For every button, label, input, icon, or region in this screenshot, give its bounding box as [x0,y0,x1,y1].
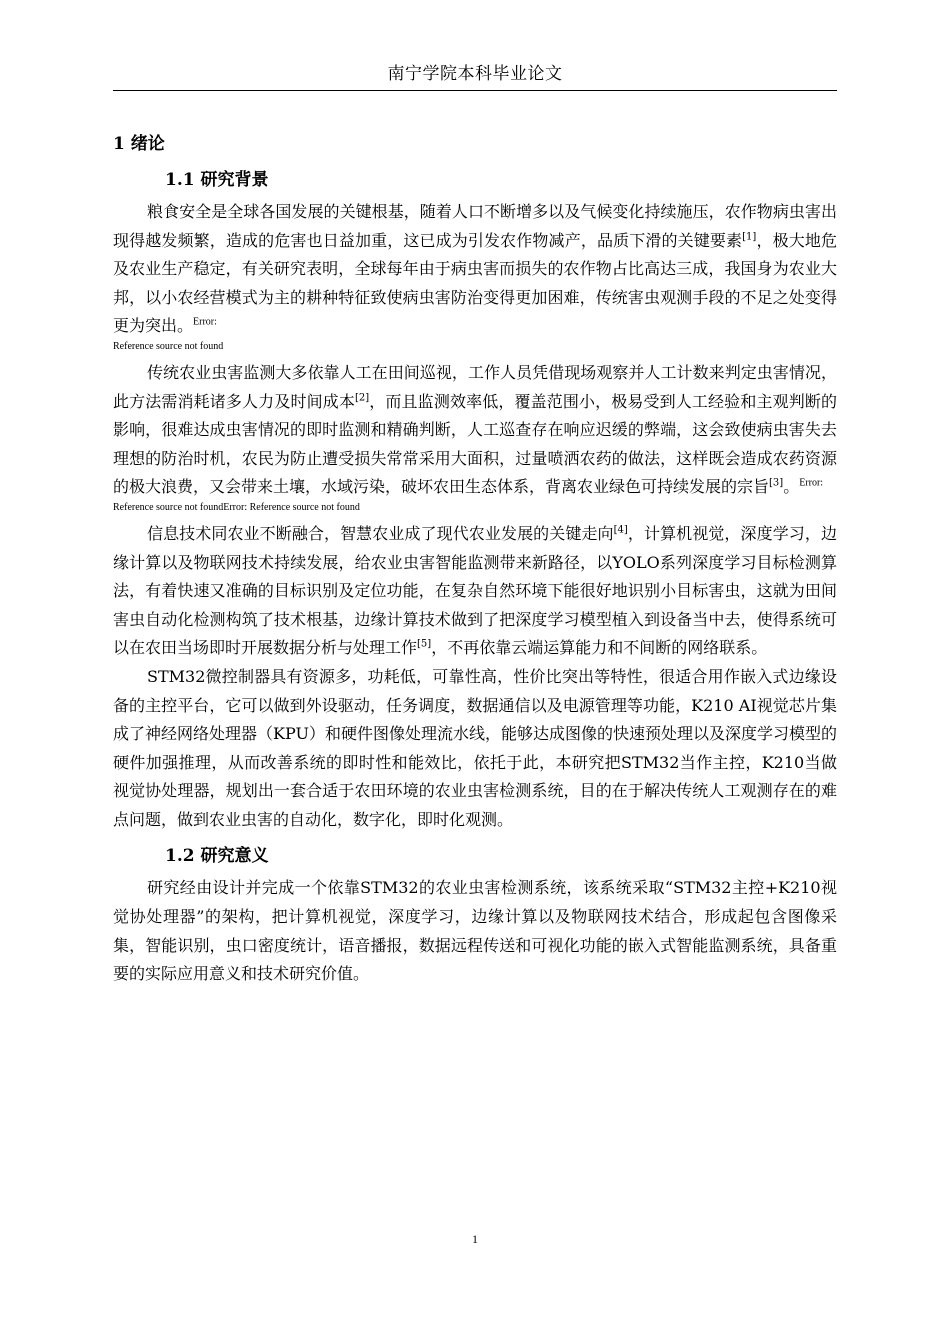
paragraph-text: 信息技术同农业不断融合，智慧农业成了现代农业发展的关键走向 [147,523,614,543]
paragraph-significance-1 [113,874,837,988]
running-header: 南宁学院本科毕业论文 [387,64,563,84]
paragraph-background-3 [113,520,837,663]
reference-error-text: Reference source not found [113,340,224,352]
citation-marker: [3] [769,478,784,490]
paragraph-text: 。 [783,477,800,497]
page-number: 1 [472,1232,478,1246]
paragraph-text: 传统农业虫害监测大多依靠人工在田间巡视，工作人员凭借现场观察并人工计数来判定虫害情况，此方法需消耗诸多人力及时间成本 [113,362,837,411]
paragraph-text: ，而且监测效率低，覆盖范围小，极易受到人工经验和主观判断的影响，很难达成虫害情况的即时监测和精确判断，人工巡查存在响应迟缓的弊端，这会致使病虫害失去理想的防治时机，农民为防止遭受损失常常采用大面积，过量喷洒农药的做法，这样既会造成农药资源的极大浪费，又会带来土壤，水域污染，破坏农田生态体系，背离农业绿色可持续发展的宗旨 [113,391,837,497]
citation-marker: [4] [613,524,628,536]
citation-marker: [2] [354,392,370,404]
citation-marker: [1] [742,231,757,243]
chapter-heading: 1 绪论 [113,134,165,154]
paragraph-background-1 [113,198,837,341]
paragraph-text: ，不再依靠云端运算能力和不间断的网络联系。 [431,638,768,658]
header-rule [113,90,837,91]
paragraph-text: 研究经由设计并完成一个依靠STM32的农业虫害检测系统，该系统采取“STM32主控+K210视觉协处理器”的架构，把计算机视觉，深度学习，边缘计算以及物联网技术结合，形成起包含图像采集，智能识别，虫口密度统计，语音播报，数据远程传送和可视化功能的嵌入式智能监测系统，具备重要的实际应用意义和技术研究价值。 [113,878,837,984]
paragraph-text: 粮食安全是全球各国发展的关键根基，随着人口不断增多以及气候变化持续施压，农作物病虫害出现得越发频繁，造成的危害也日益加重，这已成为引发农作物减产，品质下滑的关键要素 [113,202,837,250]
section-heading-research-background: 1.1 研究背景 [165,170,269,190]
section-heading-research-significance: 1.2 研究意义 [165,846,269,867]
paragraph-text: ，计算机视觉，深度学习，边缘计算以及物联网技术持续发展，给农业虫害智能监测带来新路径，以YOLO系列深度学习目标检测算法，有着快速又准确的目标识别及定位功能，在复杂自然环境下能很好地识别小目标害虫，这就为田间害虫自动化检测构筑了技术根基，边缘计算技术做到了把深度学习模型植入到设备当中去，使得系统可以在农田当场即时开展数据分析与处理工作 [113,523,837,658]
reference-error-marker: Error: [799,478,824,490]
paragraph-text: ，极大地危及农业生产稳定，有关研究表明，全球每年由于病虫害而损失的农作物占比高达三成，我国身为农业大邦，以小农经营模式为主的耕种特征致使病虫害防治变得更加困难，传统害虫观测手段的不足之处变得更为突出。 [113,230,837,336]
paragraph-background-4 [113,663,837,835]
reference-error-marker: Error: [193,317,217,329]
paragraph-text: STM32微控制器具有资源多，功耗低，可靠性高，性价比突出等特性，很适合用作嵌入式边缘设备的主控平台，它可以做到外设驱动，任务调度，数据通信以及电源管理等功能，K210 AI视觉芯片集成了神经网络处理器（KPU）和硬件图像处理流水线，能够达成图像的快速预处理以及深度学习模型的硬件加强推理，从而改善系统的即时性和能效比，依托于此，本研究把STM32当作主控，K210当做视觉协处理器，规划出一套合适于农田环境的农业虫害检测系统，目的在于解决传统人工观测存在的难点问题，做到农业虫害的自动化，数字化，即时化观测。 [113,666,837,829]
reference-error-text: Reference source not foundError: Reference source not found [113,501,360,513]
paragraph-background-2 [113,359,837,502]
document-body [113,126,837,989]
citation-marker: [5] [417,638,432,650]
